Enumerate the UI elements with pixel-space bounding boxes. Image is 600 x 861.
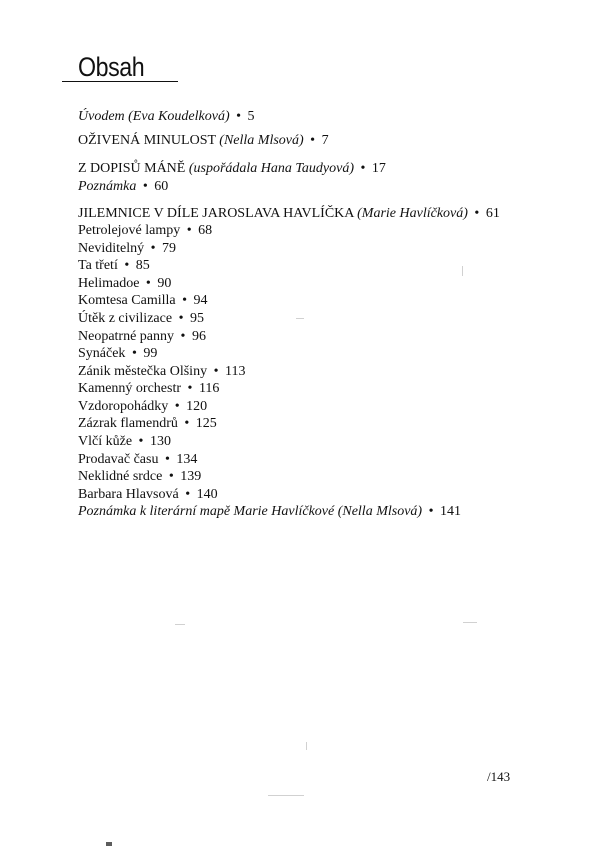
toc-entry-page: 60 bbox=[154, 179, 169, 194]
toc-entry-title: Úvodem (Eva Koudelková) bbox=[78, 109, 230, 124]
toc-entry bbox=[78, 380, 219, 397]
toc-entry-title: Zázrak flamendrů bbox=[78, 416, 178, 431]
toc-entry bbox=[78, 275, 171, 292]
toc-bullet: • bbox=[120, 258, 133, 273]
toc-entry-title: Zánik městečka Olšiny bbox=[78, 364, 208, 379]
toc-bullet: • bbox=[139, 179, 152, 194]
toc-entry bbox=[78, 468, 201, 485]
toc-entry-page: 61 bbox=[485, 206, 500, 221]
scan-speck bbox=[175, 624, 185, 625]
toc-entry bbox=[78, 363, 245, 380]
toc-entry-page: 17 bbox=[371, 161, 386, 176]
scan-speck bbox=[106, 842, 112, 846]
toc-entry-title: Helimadoe bbox=[78, 276, 140, 291]
toc-entry bbox=[78, 486, 218, 503]
toc-bullet: • bbox=[184, 381, 196, 396]
toc-entry-page: 95 bbox=[189, 311, 204, 326]
toc-bullet: • bbox=[147, 241, 160, 256]
toc-entry-title: JILEMNICE V DÍLE JAROSLAVA HAVLÍČKA bbox=[78, 206, 354, 221]
toc-entry bbox=[78, 310, 204, 327]
toc-entry bbox=[78, 398, 207, 415]
toc-bullet: • bbox=[357, 161, 369, 176]
toc-entry-title: Vzdoropohádky bbox=[78, 399, 169, 414]
toc-entry bbox=[78, 415, 217, 432]
scan-speck bbox=[463, 622, 477, 623]
toc-entry-title: Z DOPISŮ MÁNĚ bbox=[78, 161, 186, 176]
toc-entry-author: (uspořádala Hana Taudyová) bbox=[188, 161, 354, 176]
toc-entry-title: Kamenný orchestr bbox=[78, 381, 182, 396]
toc-entry bbox=[78, 257, 150, 274]
scan-speck bbox=[306, 742, 307, 750]
toc-entry bbox=[78, 108, 255, 125]
toc-entry-title: OŽIVENÁ MINULOST bbox=[78, 133, 216, 148]
toc-entry-title: Neopatrné panny bbox=[78, 329, 175, 344]
toc-entry bbox=[78, 240, 176, 257]
toc-bullet: • bbox=[232, 109, 245, 124]
toc-entry bbox=[78, 178, 168, 195]
toc-entry-page: 96 bbox=[191, 329, 206, 344]
toc-entry-title: Ta třetí bbox=[78, 258, 118, 273]
toc-entry-page: 5 bbox=[247, 109, 255, 124]
toc-entry-page: 134 bbox=[176, 452, 198, 467]
toc-bullet: • bbox=[425, 504, 437, 519]
toc-entry bbox=[78, 328, 206, 345]
toc-entry-author: (Nella Mlsová) bbox=[219, 133, 304, 148]
toc-entry-page: 68 bbox=[198, 223, 213, 238]
toc-entry-page: 94 bbox=[193, 293, 208, 308]
toc-bullet: • bbox=[181, 487, 194, 502]
toc-bullet: • bbox=[178, 293, 191, 308]
toc-entry-page: 7 bbox=[321, 133, 329, 148]
page-number: /143 bbox=[487, 769, 511, 784]
toc-bullet: • bbox=[177, 329, 189, 344]
toc-entry-title: Neklidné srdce bbox=[78, 469, 163, 484]
toc-entry-title: Prodavač času bbox=[78, 452, 159, 467]
toc-bullet: • bbox=[171, 399, 184, 414]
toc-entry-title: Neviditelný bbox=[78, 241, 145, 256]
toc-bullet: • bbox=[306, 133, 319, 148]
toc-entry bbox=[78, 160, 386, 177]
toc-bullet: • bbox=[161, 452, 174, 467]
toc-entry-title: Poznámka k literární mapě Marie Havlíčkové (Nella Mlsová) bbox=[78, 504, 423, 519]
toc-entry bbox=[78, 205, 500, 222]
toc-entry-title: Poznámka bbox=[78, 179, 137, 194]
scan-speck bbox=[462, 266, 463, 276]
toc-entry bbox=[78, 222, 212, 239]
toc-entry bbox=[78, 503, 461, 520]
toc-entry-author: (Marie Havlíčková) bbox=[357, 206, 468, 221]
toc-entry-page: 85 bbox=[135, 258, 150, 273]
toc-entry-page: 90 bbox=[157, 276, 172, 291]
toc-entry-page: 116 bbox=[198, 381, 220, 396]
toc-entry-title: Barbara Hlavsová bbox=[78, 487, 179, 502]
toc-bullet: • bbox=[128, 346, 141, 361]
toc-bullet: • bbox=[183, 223, 196, 238]
toc-entry bbox=[78, 345, 157, 362]
toc-bullet: • bbox=[135, 434, 147, 449]
toc-entry-title: Útěk z civilizace bbox=[78, 311, 173, 326]
page-title: Obsah bbox=[78, 52, 145, 82]
scan-speck bbox=[296, 318, 304, 319]
toc-entry-page: 99 bbox=[143, 346, 158, 361]
toc-entry-title: Komtesa Camilla bbox=[78, 293, 176, 308]
toc-bullet: • bbox=[142, 276, 155, 291]
title-underline bbox=[62, 81, 178, 82]
toc-entry-page: 79 bbox=[162, 241, 177, 256]
toc-bullet: • bbox=[165, 469, 178, 484]
toc-entry-title: Petrolejové lampy bbox=[78, 223, 181, 238]
toc-bullet: • bbox=[210, 364, 222, 379]
toc-entry-title: Vlčí kůže bbox=[78, 434, 133, 449]
toc-entry-page: 140 bbox=[196, 487, 218, 502]
toc-bullet: • bbox=[175, 311, 187, 326]
toc-entry-page: 120 bbox=[186, 399, 208, 414]
toc-entry bbox=[78, 451, 197, 468]
toc-entry-page: 113 bbox=[224, 364, 246, 379]
toc-bullet: • bbox=[180, 416, 193, 431]
toc-entry-page: 141 bbox=[439, 504, 461, 519]
toc-entry bbox=[78, 433, 171, 450]
title-block bbox=[62, 52, 180, 86]
toc-bullet: • bbox=[470, 206, 483, 221]
toc-entry-page: 130 bbox=[149, 434, 171, 449]
scan-speck bbox=[268, 795, 304, 796]
toc-entry bbox=[78, 292, 208, 309]
toc-entry-page: 125 bbox=[195, 416, 217, 431]
toc-entry-page: 139 bbox=[180, 469, 202, 484]
toc-entry bbox=[78, 132, 329, 149]
toc-entry-title: Synáček bbox=[78, 346, 126, 361]
